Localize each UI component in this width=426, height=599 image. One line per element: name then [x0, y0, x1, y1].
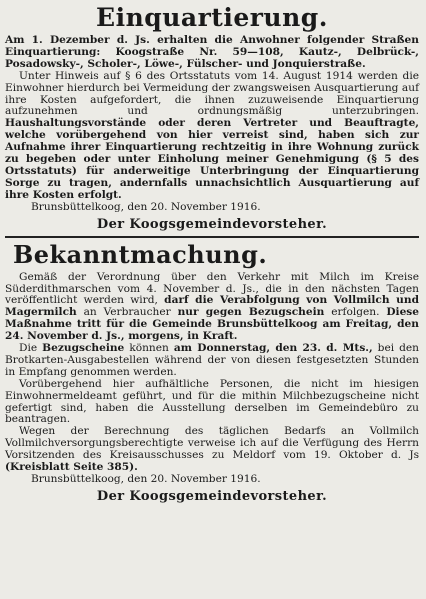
notice2-p2-text-c: können: [129, 342, 169, 355]
notice1-paragraph-1-text: Am 1. Dezember d. Js. erhalten die Anwohner folgender Straßen Einquartierung: Koogstraße Nr. 59—108, Kautz-, Delbrück-, Posadowsky-, Scholer-, Löwe-, Fülscher- und Jonquierstraße.: [5, 34, 419, 70]
notice2-paragraph-4: [5, 426, 419, 474]
notice1-paragraph-2: [5, 71, 419, 202]
notice-title-einquartierung: Einquartierung.: [96, 3, 328, 32]
notice2-paragraph-2: [5, 343, 419, 379]
notice2-p2-bold-b: Bezugscheine: [42, 342, 125, 355]
divider: [5, 236, 419, 238]
notice2-place-date: Brunsbüttelkoog, den 20. November 1916.: [31, 473, 261, 485]
notice2-p1-text-a: Gemäß der Verordnung über den Verkehr mit Milch im Kreise Süderdithmarschen vom 4. November d. Js., die in den nächsten Tagen veröffentlicht werden wird,: [5, 270, 419, 307]
notice2-paragraph-3: Vorübergehend hier aufhältliche Personen, die nicht im hiesigen Einwohnermeldeamt geführt, und für die mithin Milchbezugscheine nicht gefertigt sind, haben die Ausstellung derselben im Gemeindebüro zu beantragen.: [5, 377, 419, 426]
notice1-paragraph-2-bold: Haushaltungsvorstände oder deren Vertreter und Beauftragte, welche vorübergehend von hier verreist sind, haben sich zur Aufnahme ihrer Einquartierung rechtzeitig in ihre Wohnung zurück zu begeben oder unter Einholung meiner Genehmigung (§ 5 des Ortsstatuts) für anderweitige Unterbringung der Einquartierung Sorge zu tragen, andernfalls unnachsichtlich Ausquartierung auf ihre Kosten erfolgt.: [5, 117, 419, 201]
notice2-p4-text-a: Wegen der Berechnung des täglichen Bedarfs an Vollmilch Vollmilchversorgungsberechtigte verweise ich auf die Verfügung des Herrn Vorsitzenden des Kreisausschusses zu Meldorf vom 19. Oktober d. Js: [5, 425, 419, 462]
notice2-p1-text-c: an Verbraucher: [83, 306, 171, 319]
notice2-p1-text-e: erfolgen.: [331, 306, 380, 319]
notice-title-bekanntmachung: Bekanntmachung.: [13, 239, 268, 269]
notice1-place-date: Brunsbüttelkoog, den 20. November 1916.: [31, 200, 261, 213]
notice2-signer: Der Koogsgemeindevorsteher.: [96, 488, 328, 504]
notice2-p2-bold-d: am Donnerstag, den 23. d. Mts.,: [173, 342, 373, 355]
notice1-paragraph-2-text: Unter Hinweis auf § 6 des Ortsstatuts vom 14. August 1914 werden die Einwohner hierdurch bei Vermeidung der zwangsweisen Ausquartierung auf ihre Kosten aufgefordert, die ihnen zuzuweisende Einquartierung aufzunehmen und ordnungsmäßig unterzubringen.: [5, 69, 419, 118]
notice2-p2-text-a: Die: [19, 342, 38, 355]
notice2-p2-text-e: bei den Brotkarten-Ausgabestellen während der von diesen festgesetzten Stunden in Empfang genommen werden.: [5, 342, 419, 378]
notice1-signer: Der Koogsgemeindevorsteher.: [96, 216, 328, 232]
notice1-paragraph-1: [5, 35, 419, 71]
notice2-p1-bold-f: Diese Maßnahme tritt für die Gemeinde Brunsbüttelkoog am Freitag, den 24. November d. Js., morgens, in Kraft.: [5, 306, 420, 343]
notice2-p1-bold-b: darf die Verabfolgung von Vollmilch und Magermilch: [5, 294, 419, 319]
notice2-p1-bold-d: nur gegen Bezugschein: [177, 306, 325, 319]
notice2-paragraph-1: [5, 272, 419, 343]
notice2-p4-bold-b: (Kreisblatt Seite 385).: [5, 461, 138, 474]
